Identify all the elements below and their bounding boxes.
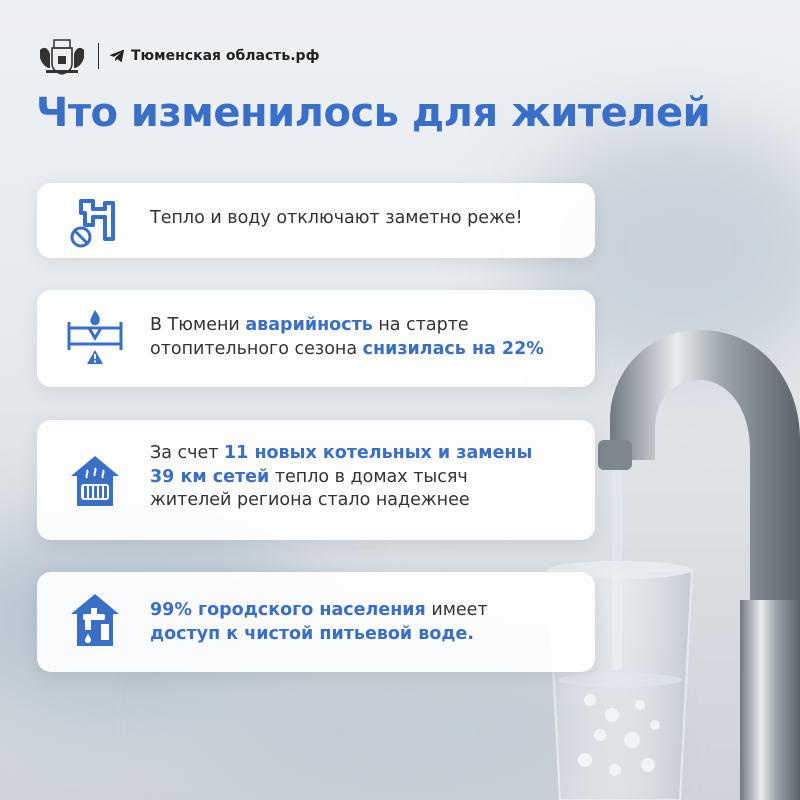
header <box>36 36 319 76</box>
coat-of-arms-icon <box>36 36 88 76</box>
brand-name: Тюменская область.рф <box>131 48 320 64</box>
faucet-off-icon <box>65 191 125 251</box>
card-3-text: За счет 11 новых котельных и замены 39 км сетей тепло в домах тысяч жителей региона стало надежнее <box>150 443 533 511</box>
brand-link[interactable] <box>109 48 319 64</box>
house-tap-icon <box>65 590 125 650</box>
card-2-text: В Тюмени аварийность на старте отопительного сезона снизилась на 22% <box>150 315 544 359</box>
page-title: Что изменилось для жителей <box>36 90 711 136</box>
info-card-1 <box>37 183 595 258</box>
info-card-2 <box>37 290 595 387</box>
header-divider <box>98 43 99 69</box>
card-1-text: Тепло и воду отключают заметно реже! <box>150 208 523 228</box>
pipe-accident-icon <box>65 308 125 368</box>
info-card-4 <box>37 572 595 672</box>
card-4-text: 99% городского населения имеет доступ к чистой питьевой воде. <box>150 600 488 644</box>
house-heater-icon <box>65 450 125 510</box>
telegram-icon <box>109 49 125 63</box>
info-card-3 <box>37 420 595 540</box>
